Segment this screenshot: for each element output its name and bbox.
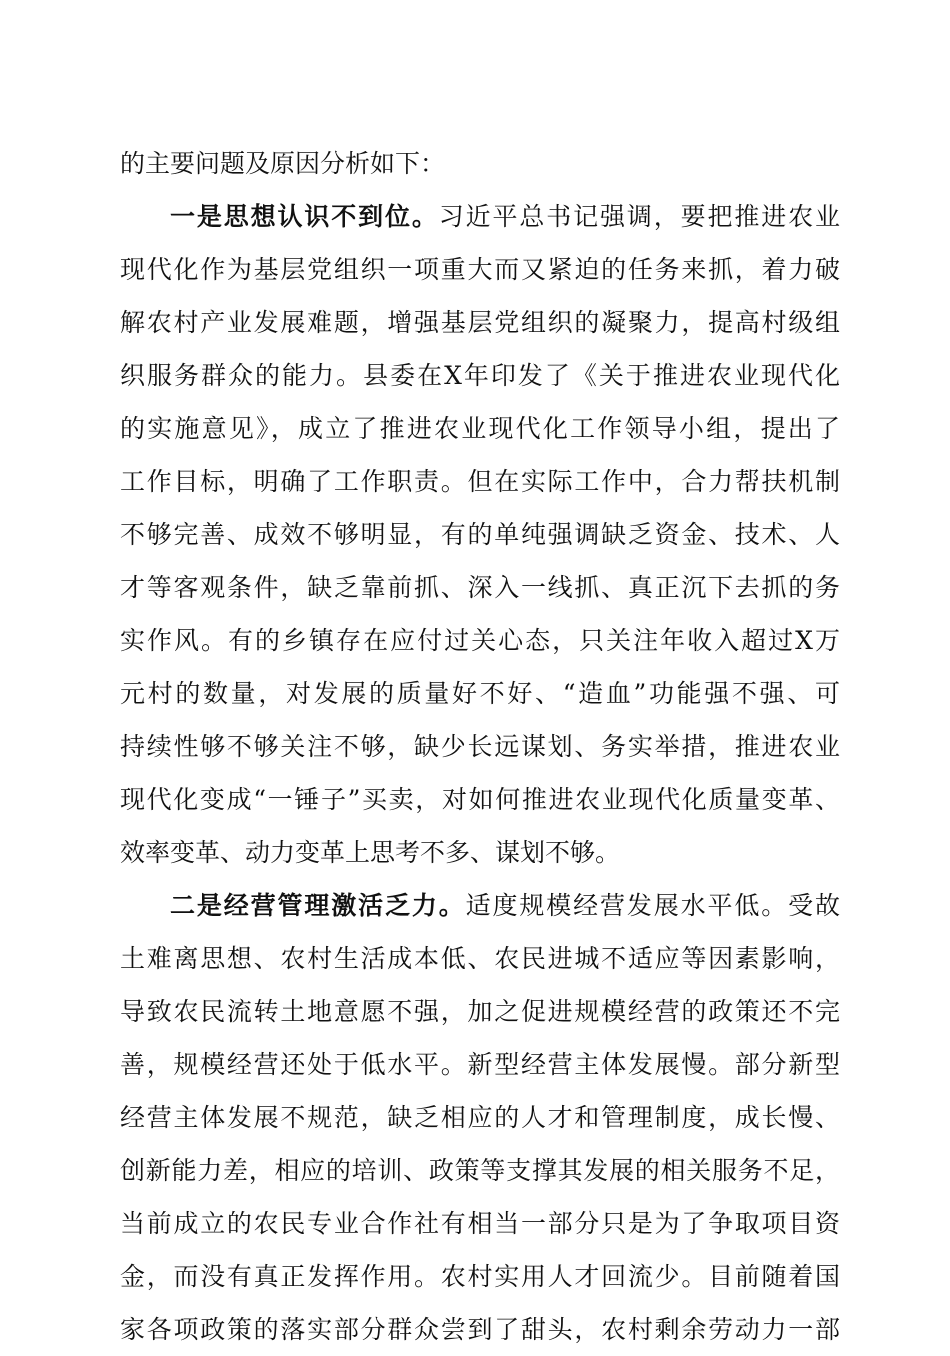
- opening-line: 的主要问题及原因分析如下：: [120, 149, 446, 178]
- section2-heading: 二是经营管理激活乏力。: [170, 891, 466, 920]
- section2-line: 金，而没有真正发挥作用。农村实用人才回流少。目前随着国: [120, 1262, 840, 1291]
- section1-last-line: 效率变革、动力变革上思考不多、谋划不够。: [120, 838, 621, 867]
- section1-line: 织服务群众的能力。县委在X年印发了《关于推进农业现代化: [120, 361, 840, 390]
- section2-line: 土难离思想、农村生活成本低、农民进城不适应等因素影响，: [120, 944, 840, 973]
- section1-line: 现代化作为基层党组织一项重大而又紧迫的任务来抓，着力破: [120, 255, 840, 284]
- section2-line: 创新能力差，相应的培训、政策等支撑其发展的相关服务不足，: [120, 1156, 840, 1185]
- section1-line: 持续性够不够关注不够，缺少长远谋划、务实举措，推进农业: [120, 732, 840, 761]
- section1-heading: 一是思想认识不到位。: [170, 202, 439, 231]
- section1-line: 现代化变成“一锤子”买卖，对如何推进农业现代化质量变革、: [120, 785, 840, 814]
- section2-line: 家各项政策的落实部分群众尝到了甜头，农村剩余劳动力一部: [120, 1315, 840, 1344]
- section1-line: 工作目标，明确了工作职责。但在实际工作中，合力帮扶机制: [120, 467, 840, 496]
- section2-line: 经营主体发展不规范，缺乏相应的人才和管理制度，成长慢、: [120, 1103, 840, 1132]
- section1-line: 的实施意见》，成立了推进农业现代化工作领导小组，提出了: [120, 414, 840, 443]
- section2-first-line-text: 适度规模经营发展水平低。受故: [465, 891, 840, 920]
- body-text: [120, 137, 840, 1356]
- section1-line: 不够完善、成效不够明显，有的单纯强调缺乏资金、技术、人: [120, 520, 840, 549]
- section1-line: 解农村产业发展难题，增强基层党组织的凝聚力，提高村级组: [120, 308, 840, 337]
- section1-line: 元村的数量，对发展的质量好不好、“造血”功能强不强、可: [120, 679, 840, 708]
- section2-first-line: [120, 879, 840, 932]
- section1-first-line-text: 习近平总书记强调，要把推进农业: [438, 202, 840, 231]
- section2-line: 当前成立的农民专业合作社有相当一部分只是为了争取项目资: [120, 1209, 840, 1238]
- section1-first-line: [120, 190, 840, 243]
- section1-line: 实作风。有的乡镇存在应付过关心态，只关注年收入超过X万: [120, 626, 840, 655]
- section2-line: 善，规模经营还处于低水平。新型经营主体发展慢。部分新型: [120, 1050, 840, 1079]
- section2-line: 导致农民流转土地意愿不强，加之促进规模经营的政策还不完: [120, 997, 840, 1026]
- section1-line: 才等客观条件，缺乏靠前抓、深入一线抓、真正沉下去抓的务: [120, 573, 840, 602]
